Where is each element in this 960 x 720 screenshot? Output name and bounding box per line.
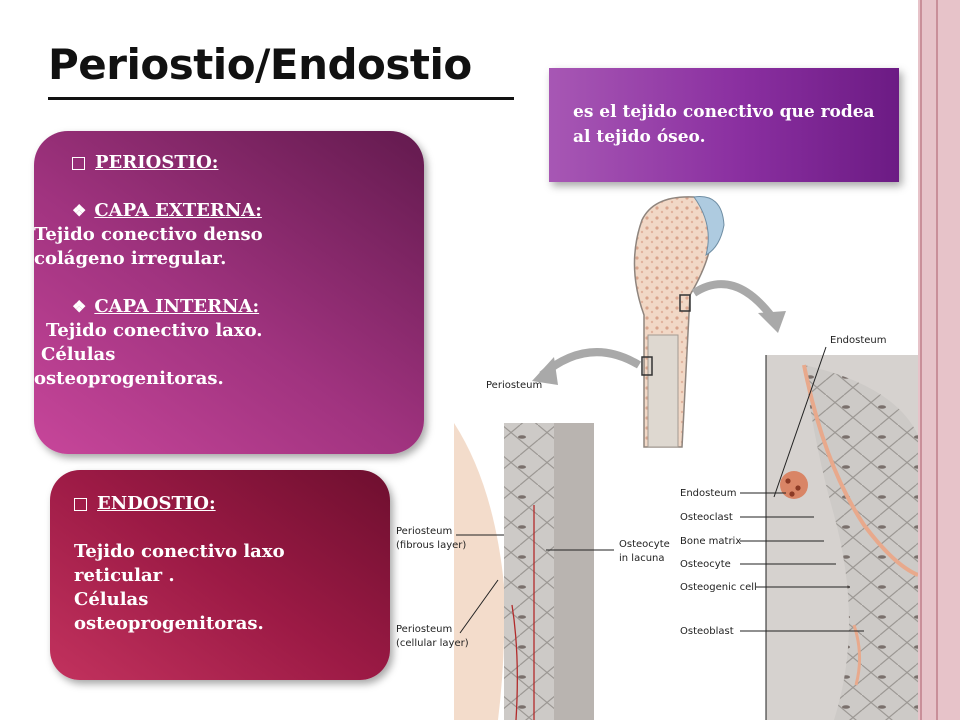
endostio-box [50,470,390,680]
label-periosteum-cellular-sub: (cellular layer) [396,638,469,649]
decorative-line [920,0,922,720]
periostio-box [34,131,424,454]
interna-heading: CAPA INTERNA: [94,296,260,317]
right-label: Osteoblast [680,626,734,637]
label-periosteum-cellular: Periosteum [396,624,453,635]
endostio-line: Células [74,589,149,610]
label-periosteum-fibrous: Periosteum [396,526,453,537]
label-endosteum-top: Endosteum [830,335,887,346]
externa-line: colágeno irregular. [34,248,227,269]
right-label: Bone matrix [680,536,742,547]
endosteum-detail [766,355,918,720]
periostio-heading-row [72,151,408,175]
diamond-bullet-icon: ❖ [72,201,87,220]
endostio-heading-row [74,492,378,516]
cortical-section [454,423,594,720]
title-underline [48,97,514,100]
right-label: Osteocyte [680,559,731,570]
label-periosteum: Periosteum [486,380,543,391]
bone-illustration [394,185,918,720]
definition-box [549,68,899,182]
interna-line: osteoprogenitoras. [34,368,224,389]
femur-drawing [634,197,724,447]
decorative-line [936,0,938,720]
square-bullet-icon [72,157,85,170]
externa-line: Tejido conectivo denso [34,224,263,245]
arrow-right-icon [758,311,786,333]
endostio-line: osteoprogenitoras. [74,613,264,634]
right-label: Osteoclast [680,512,733,523]
endostio-heading: ENDOSTIO: [97,493,216,514]
label-osteocyte: Osteocyte [619,539,670,550]
label-osteocyte-sub: in lacuna [619,553,665,564]
interna-line: Células [41,344,116,365]
right-label: Endosteum [680,488,737,499]
label-periosteum-fibrous-sub: (fibrous layer) [396,540,467,551]
periostio-heading: PERIOSTIO: [95,152,219,173]
interna-line: Tejido conectivo laxo. [46,320,263,341]
externa-heading: CAPA EXTERNA: [94,200,262,221]
square-bullet-icon [74,498,87,511]
slide-title: Periostio/Endostio [48,40,472,89]
right-label: Osteogenic cell [680,582,757,593]
definition-text: es el tejido conectivo que rodea al tejido óseo. [573,102,875,147]
diamond-bullet-icon: ❖ [72,297,87,316]
interna-heading-row [72,295,408,319]
endostio-line: Tejido conectivo laxo [74,541,285,562]
externa-heading-row [72,199,408,223]
decorative-border [918,0,960,720]
endostio-line: reticular . [74,565,175,586]
